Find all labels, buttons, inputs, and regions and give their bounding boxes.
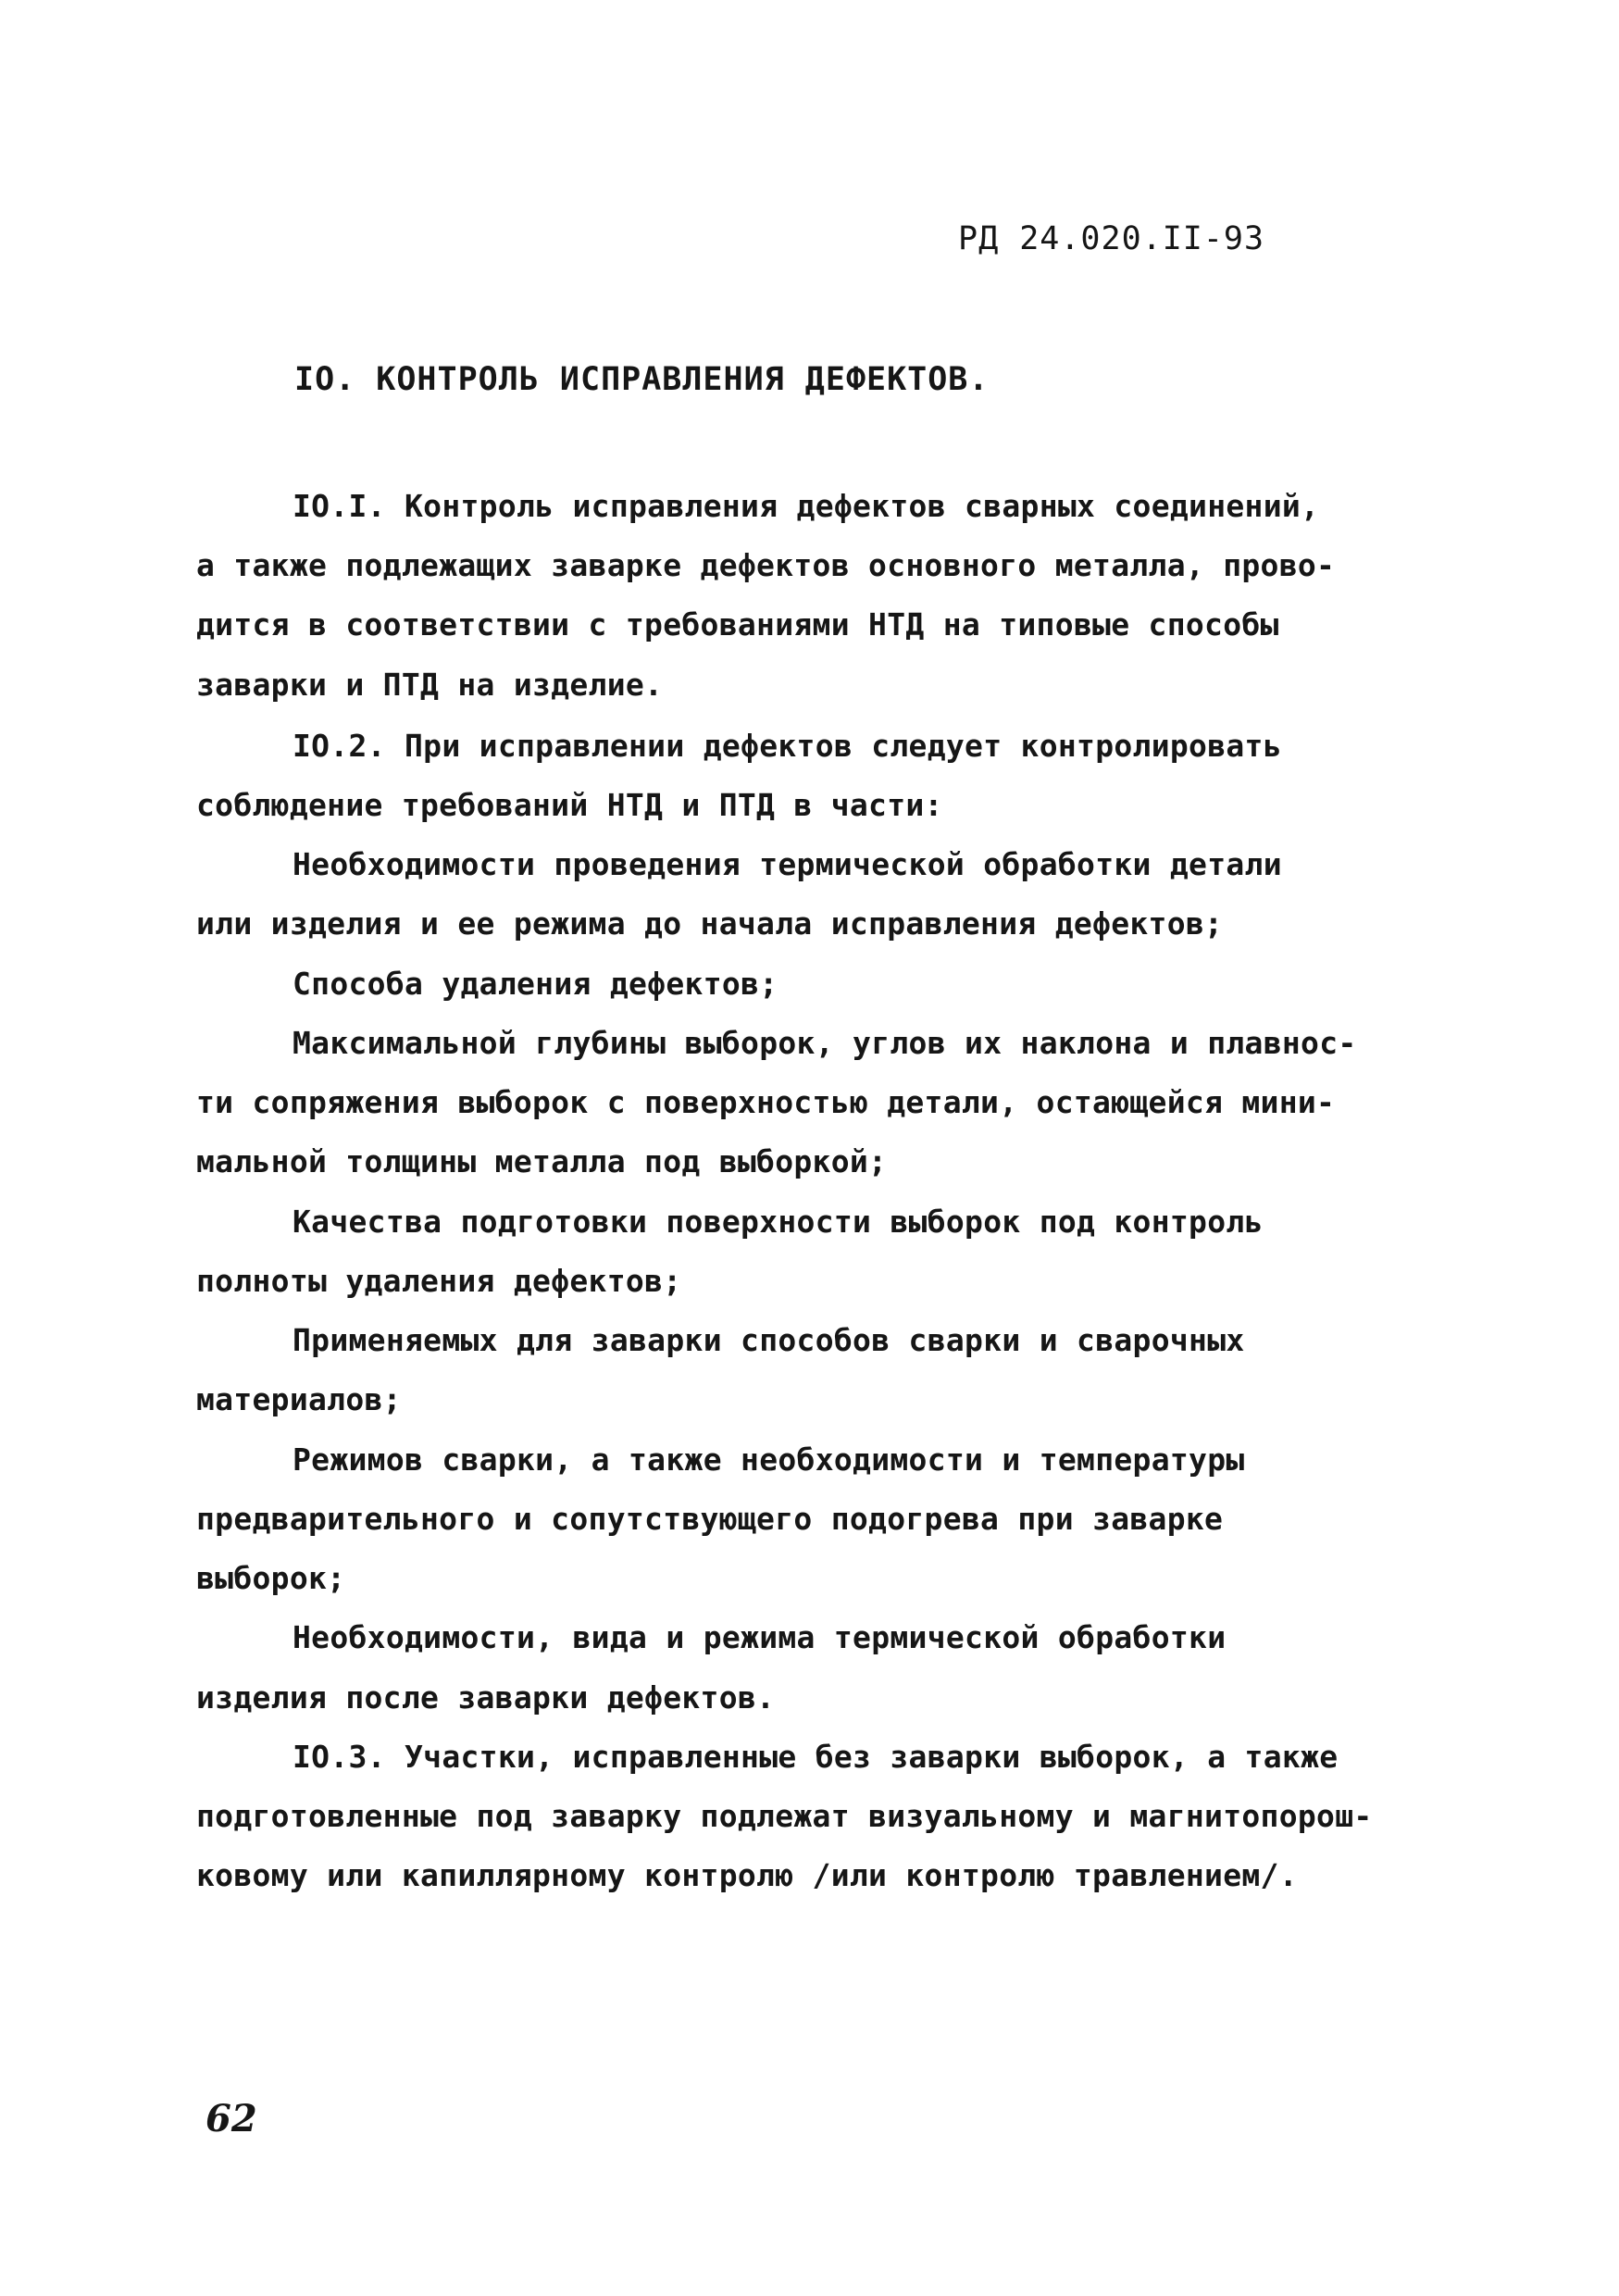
paragraph-10-1-line-1: IO.I. Контроль исправления дефектов сварных соединений,	[293, 488, 1320, 524]
paragraph-10-1-line-4: заварки и ПТД на изделие.	[196, 667, 664, 703]
paragraph-10-2-line-2: соблюдение требований НТД и ПТД в части:	[196, 787, 943, 823]
list-item-surface-prep-line-1: Качества подготовки поверхности выборок под контроль	[293, 1204, 1264, 1240]
list-item-heat-treatment-line-1: Необходимости проведения термической обработки детали	[293, 846, 1282, 882]
paragraph-10-2-line-1: IO.2. При исправлении дефектов следует контролировать	[293, 728, 1282, 764]
list-item-welding-methods-line-1: Применяемых для заварки способов сварки и сварочных	[293, 1322, 1245, 1358]
list-item-welding-modes-line-3: выборок;	[196, 1560, 346, 1596]
paragraph-10-3-line-2: подготовленные под заварку подлежат визуальному и магнитопорош-	[196, 1798, 1373, 1834]
paragraph-10-3-line-3: ковому или капиллярному контролю /или контролю травлением/.	[196, 1857, 1298, 1893]
paragraph-10-1-line-3: дится в соответствии с требованиями НТД на типовые способы	[196, 606, 1279, 643]
section-heading: IO. КОНТРОЛЬ ИСПРАВЛЕНИЯ ДЕФЕКТОВ.	[294, 361, 990, 398]
list-item-removal-method: Способа удаления дефектов;	[293, 966, 778, 1002]
paragraph-10-1-line-2: а также подлежащих заварке дефектов основного металла, прово-	[196, 547, 1336, 583]
paragraph-10-3-line-1: IO.3. Участки, исправленные без заварки выборок, а также	[293, 1739, 1339, 1775]
list-item-surface-prep-line-2: полноты удаления дефектов;	[196, 1263, 682, 1299]
list-item-welding-methods-line-2: материалов;	[196, 1381, 402, 1417]
list-item-max-depth-line-3: мальной толщины металла под выборкой;	[196, 1143, 888, 1179]
list-item-post-heat-treatment-line-1: Необходимости, вида и режима термической обработки	[293, 1619, 1227, 1655]
document-code: РД 24.020.II-93	[958, 220, 1265, 257]
list-item-welding-modes-line-2: предварительного и сопутствующего подогрева при заварке	[196, 1501, 1224, 1537]
page-number: 62	[205, 2097, 257, 2140]
list-item-welding-modes-line-1: Режимов сварки, а также необходимости и температуры	[293, 1441, 1245, 1478]
list-item-max-depth-line-1: Максимальной глубины выборок, углов их наклона и плавнос-	[293, 1025, 1357, 1061]
list-item-post-heat-treatment-line-2: изделия после заварки дефектов.	[196, 1679, 776, 1716]
list-item-max-depth-line-2: ти сопряжения выборок с поверхностью детали, остающейся мини-	[196, 1084, 1336, 1120]
list-item-heat-treatment-line-2: или изделия и ее режима до начала исправления дефектов;	[196, 905, 1224, 942]
